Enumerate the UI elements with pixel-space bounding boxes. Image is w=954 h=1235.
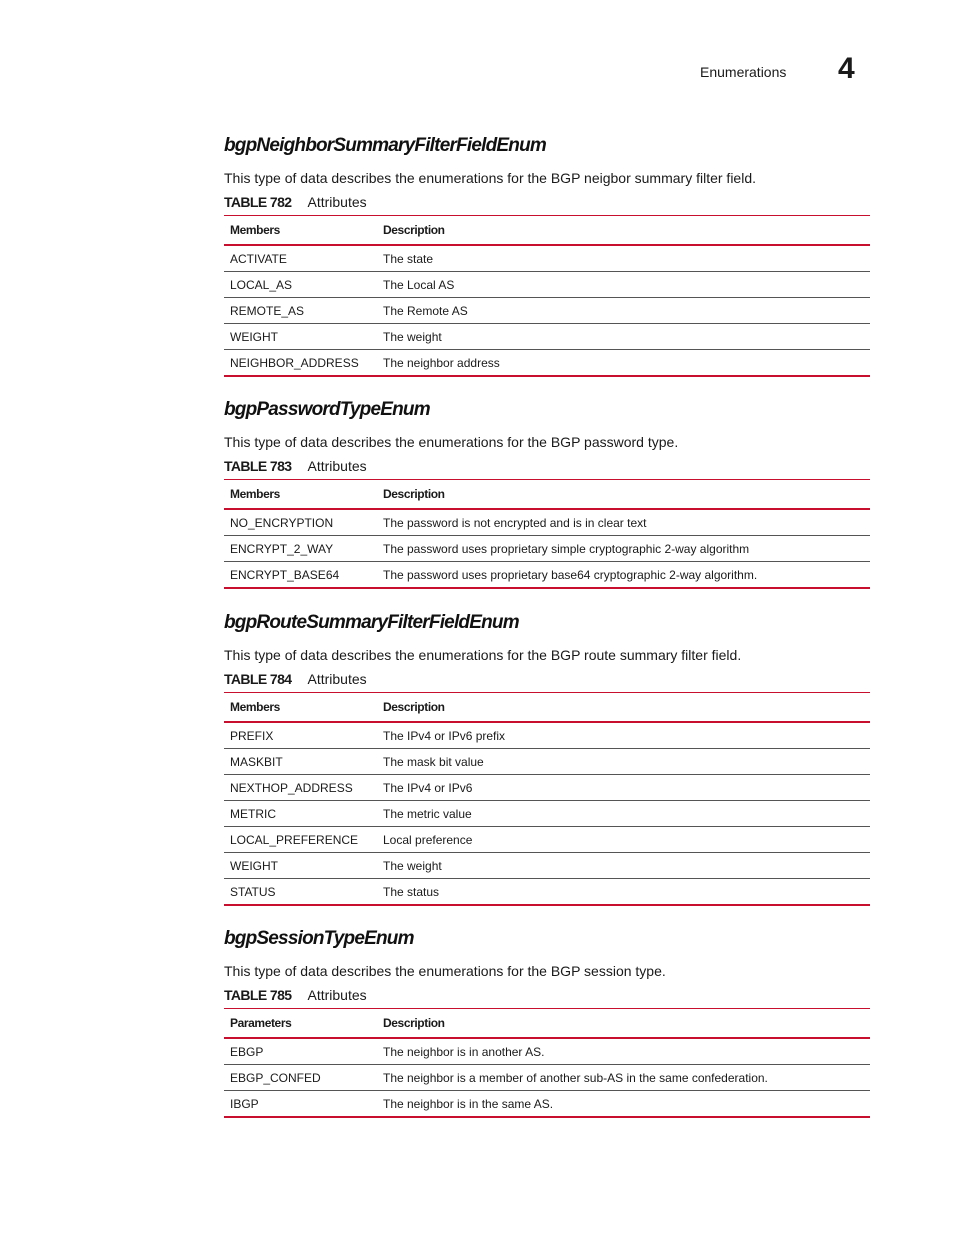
- table-row: [224, 827, 870, 853]
- section-description: This type of data describes the enumerations for the BGP neigbor summary filter field.: [224, 170, 756, 186]
- description-cell: The password is not encrypted and is in clear text: [377, 509, 870, 536]
- table-caption-text: Attributes: [307, 194, 367, 210]
- section-description: This type of data describes the enumerations for the BGP route summary filter field.: [224, 647, 742, 663]
- description-cell: The Local AS: [377, 272, 870, 298]
- table-row: [224, 350, 870, 377]
- description-cell: The mask bit value: [377, 749, 870, 775]
- table-row: [224, 1065, 870, 1091]
- table-row: [224, 1091, 870, 1118]
- member-cell: NEXTHOP_ADDRESS: [224, 775, 377, 801]
- section-title: bgpPasswordTypeEnum: [224, 399, 430, 420]
- table-label: TABLE 783: [224, 458, 292, 474]
- column-header: Parameters: [224, 1009, 377, 1039]
- member-cell: ENCRYPT_BASE64: [230, 567, 340, 582]
- table-row: [224, 298, 870, 324]
- section-description: This type of data describes the enumerations for the BGP session type.: [224, 963, 666, 979]
- table-row: [224, 801, 870, 827]
- enum-section: [224, 133, 870, 377]
- description-cell: The metric value: [377, 801, 870, 827]
- table-header-row: [224, 693, 870, 723]
- attributes-table: [224, 215, 870, 377]
- table-row: [224, 1038, 870, 1065]
- member-cell: LOCAL_PREFERENCE: [224, 827, 377, 853]
- description-cell: The weight: [377, 324, 870, 350]
- member-cell: PREFIX: [224, 722, 377, 749]
- member-cell: REMOTE_AS: [224, 298, 377, 324]
- table-row: [224, 509, 870, 536]
- description-cell: The password uses proprietary simple cryptographic 2-way algorithm: [377, 536, 870, 562]
- attributes-table: [224, 1008, 870, 1118]
- description-cell: The status: [383, 884, 440, 899]
- attributes-table: [224, 479, 870, 589]
- description-cell: The neighbor is in another AS.: [377, 1038, 870, 1065]
- column-header: Description: [377, 1009, 870, 1039]
- enum-section: [224, 397, 870, 589]
- member-cell: ACTIVATE: [224, 245, 377, 272]
- member-cell: WEIGHT: [224, 324, 377, 350]
- table-label: TABLE 782: [224, 194, 292, 210]
- description-cell: The password uses proprietary base64 cryptographic 2-way algorithm.: [383, 567, 758, 582]
- table-row: [224, 245, 870, 272]
- section-title: bgpSessionTypeEnum: [224, 928, 414, 949]
- table-header-row: [224, 480, 870, 510]
- column-header: Members: [224, 216, 377, 246]
- table-caption: [224, 986, 870, 1004]
- table-header-row: [224, 216, 870, 246]
- column-header: Description: [377, 216, 870, 246]
- description-cell: The IPv4 or IPv6 prefix: [377, 722, 870, 749]
- table-label: TABLE 785: [224, 987, 292, 1003]
- table-row: [224, 562, 870, 589]
- member-cell: IBGP: [230, 1096, 259, 1111]
- table-row: [224, 272, 870, 298]
- column-header: Description: [377, 693, 870, 723]
- description-cell: The IPv4 or IPv6: [377, 775, 870, 801]
- section-title: bgpRouteSummaryFilterFieldEnum: [224, 612, 519, 633]
- table-caption-text: Attributes: [307, 458, 367, 474]
- member-cell: EBGP: [224, 1038, 377, 1065]
- table-caption: [224, 457, 870, 475]
- member-cell: METRIC: [224, 801, 377, 827]
- running-header-section: Enumerations: [700, 64, 787, 80]
- table-header-row: [224, 1009, 870, 1039]
- description-cell: The state: [377, 245, 870, 272]
- table-caption-text: Attributes: [307, 671, 367, 687]
- table-caption: [224, 670, 870, 688]
- table-row: [224, 853, 870, 879]
- description-cell: The neighbor address: [383, 355, 500, 370]
- attributes-table: [224, 692, 870, 906]
- description-cell: The weight: [377, 853, 870, 879]
- table-label: TABLE 784: [224, 671, 292, 687]
- member-cell: NEIGHBOR_ADDRESS: [230, 355, 359, 370]
- description-cell: The Remote AS: [377, 298, 870, 324]
- member-cell: WEIGHT: [224, 853, 377, 879]
- description-cell: The neighbor is a member of another sub-AS in the same confederation.: [377, 1065, 870, 1091]
- member-cell: STATUS: [230, 884, 276, 899]
- table-caption: [224, 193, 870, 211]
- enum-section: [224, 926, 870, 1118]
- member-cell: EBGP_CONFED: [224, 1065, 377, 1091]
- column-header: Members: [224, 480, 377, 510]
- table-row: [224, 324, 870, 350]
- enum-section: [224, 610, 870, 906]
- column-header: Description: [377, 480, 870, 510]
- table-row: [224, 775, 870, 801]
- member-cell: ENCRYPT_2_WAY: [224, 536, 377, 562]
- column-header: Members: [224, 693, 377, 723]
- member-cell: MASKBIT: [224, 749, 377, 775]
- section-title: bgpNeighborSummaryFilterFieldEnum: [224, 135, 546, 156]
- table-row: [224, 536, 870, 562]
- table-row: [224, 749, 870, 775]
- table-row: [224, 879, 870, 906]
- table-caption-text: Attributes: [307, 987, 367, 1003]
- member-cell: LOCAL_AS: [224, 272, 377, 298]
- description-cell: Local preference: [377, 827, 870, 853]
- table-row: [224, 722, 870, 749]
- description-cell: The neighbor is in the same AS.: [383, 1096, 554, 1111]
- section-description: This type of data describes the enumerations for the BGP password type.: [224, 434, 679, 450]
- chapter-number: 4: [838, 52, 855, 85]
- member-cell: NO_ENCRYPTION: [224, 509, 377, 536]
